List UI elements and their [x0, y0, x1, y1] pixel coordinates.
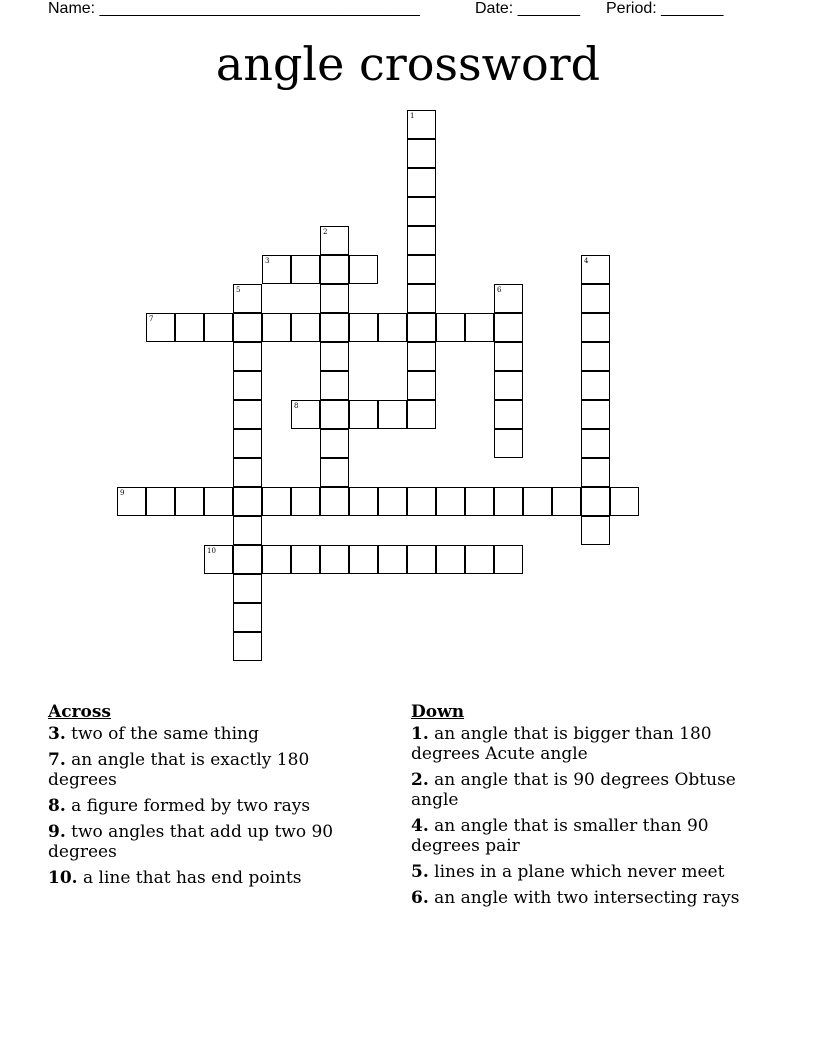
- cell-number: 8: [294, 402, 299, 410]
- clue-text: an angle that is 90 degrees Obtuse angle: [411, 770, 736, 810]
- clue-number: 3.: [48, 724, 66, 744]
- crossword-cell[interactable]: [291, 487, 320, 516]
- clue-text: two angles that add up two 90 degrees: [48, 822, 334, 862]
- crossword-cell[interactable]: [465, 545, 494, 574]
- crossword-cell[interactable]: [233, 574, 262, 603]
- crossword-cell[interactable]: [233, 632, 262, 661]
- crossword-cell[interactable]: [233, 545, 262, 574]
- crossword-cell[interactable]: [581, 516, 610, 545]
- crossword-cell[interactable]: [175, 313, 204, 342]
- clue-text: an angle that is smaller than 90 degrees pair: [411, 816, 709, 856]
- across-heading: Across: [48, 702, 111, 722]
- crossword-cell[interactable]: [349, 255, 378, 284]
- crossword-cell[interactable]: [494, 487, 523, 516]
- crossword-cell[interactable]: [262, 255, 291, 284]
- clue-number: 2.: [411, 770, 429, 790]
- crossword-cell[interactable]: [552, 487, 581, 516]
- clue-across-3: [48, 724, 378, 744]
- crossword-cell[interactable]: [320, 400, 349, 429]
- cell-number: 3: [265, 257, 270, 265]
- crossword-cell[interactable]: [233, 342, 262, 371]
- crossword-cell[interactable]: [378, 487, 407, 516]
- clue-down-1: [411, 724, 741, 764]
- clue-text: an angle that is bigger than 180 degrees Acute angle: [411, 724, 712, 764]
- crossword-cell[interactable]: [494, 313, 523, 342]
- crossword-cell[interactable]: [581, 313, 610, 342]
- clue-number: 4.: [411, 816, 429, 836]
- crossword-cell[interactable]: [407, 487, 436, 516]
- clue-down-4: [411, 816, 741, 856]
- clue-text: a line that has end points: [82, 868, 302, 888]
- crossword-cell[interactable]: [581, 342, 610, 371]
- crossword-cell[interactable]: [465, 487, 494, 516]
- crossword-cell[interactable]: [291, 545, 320, 574]
- crossword-cell[interactable]: [320, 284, 349, 313]
- crossword-cell[interactable]: [407, 197, 436, 226]
- crossword-cell[interactable]: [146, 313, 175, 342]
- clue-text: an angle that is exactly 180 degrees: [48, 750, 310, 790]
- crossword-cell[interactable]: [581, 255, 610, 284]
- crossword-cell[interactable]: [233, 371, 262, 400]
- crossword-cell[interactable]: [233, 284, 262, 313]
- page-title: angle crossword: [215, 37, 601, 91]
- crossword-cell[interactable]: [494, 429, 523, 458]
- clue-number: 7.: [48, 750, 66, 770]
- crossword-cell[interactable]: [204, 545, 233, 574]
- cell-number: 5: [236, 286, 241, 294]
- clue-text: lines in a plane which never meet: [434, 862, 725, 882]
- clue-across-10: [48, 868, 378, 888]
- clue-text: a figure formed by two rays: [71, 796, 311, 816]
- crossword-cell[interactable]: [117, 487, 146, 516]
- crossword-cell[interactable]: [407, 255, 436, 284]
- crossword-cell[interactable]: [581, 371, 610, 400]
- clue-number: 6.: [411, 888, 429, 908]
- crossword-cell[interactable]: [436, 545, 465, 574]
- clue-number: 9.: [48, 822, 66, 842]
- crossword-cell[interactable]: [233, 516, 262, 545]
- crossword-cell[interactable]: [291, 313, 320, 342]
- across-clues: [48, 702, 378, 894]
- crossword-cell[interactable]: [320, 545, 349, 574]
- crossword-cell[interactable]: [320, 429, 349, 458]
- crossword-cell[interactable]: [523, 487, 552, 516]
- crossword-cell[interactable]: [436, 487, 465, 516]
- crossword-cell[interactable]: [494, 371, 523, 400]
- crossword-cell[interactable]: [146, 487, 175, 516]
- date-field-label: Date: _______: [475, 0, 580, 17]
- crossword-cell[interactable]: [262, 313, 291, 342]
- crossword-cell[interactable]: [494, 545, 523, 574]
- crossword-cell[interactable]: [320, 371, 349, 400]
- crossword-cell[interactable]: [581, 284, 610, 313]
- crossword-cell[interactable]: [610, 487, 639, 516]
- clue-text: two of the same thing: [71, 724, 259, 744]
- crossword-cell[interactable]: [291, 255, 320, 284]
- crossword-cell[interactable]: [320, 487, 349, 516]
- clue-number: 1.: [411, 724, 429, 744]
- clue-across-9: [48, 822, 378, 862]
- crossword-cell[interactable]: [407, 139, 436, 168]
- crossword-cell[interactable]: [233, 458, 262, 487]
- down-clues: [411, 702, 741, 914]
- crossword-cell[interactable]: [175, 487, 204, 516]
- crossword-cell[interactable]: [204, 313, 233, 342]
- crossword-cell[interactable]: [291, 400, 320, 429]
- crossword-cell[interactable]: [494, 342, 523, 371]
- crossword-cell[interactable]: [378, 313, 407, 342]
- clue-down-2: [411, 770, 741, 810]
- crossword-cell[interactable]: [378, 400, 407, 429]
- crossword-cell[interactable]: [262, 545, 291, 574]
- crossword-cell[interactable]: [349, 487, 378, 516]
- crossword-cell[interactable]: [233, 603, 262, 632]
- name-field-label: Name: ____________________________________: [48, 0, 420, 17]
- clue-across-8: [48, 796, 378, 816]
- crossword-cell[interactable]: [407, 400, 436, 429]
- crossword-cell[interactable]: [349, 545, 378, 574]
- crossword-cell[interactable]: [581, 429, 610, 458]
- cell-number: 9: [120, 489, 125, 497]
- crossword-cell[interactable]: [581, 400, 610, 429]
- cell-number: 7: [149, 315, 154, 323]
- clue-text: an angle with two intersecting rays: [434, 888, 740, 908]
- crossword-cell[interactable]: [262, 487, 291, 516]
- crossword-cell[interactable]: [349, 400, 378, 429]
- crossword-cell[interactable]: [407, 284, 436, 313]
- crossword-cell[interactable]: [233, 400, 262, 429]
- cell-number: 6: [497, 286, 502, 294]
- down-heading: Down: [411, 702, 465, 722]
- period-field-label: Period: _______: [606, 0, 724, 17]
- cell-number: 10: [207, 547, 216, 555]
- crossword-cell[interactable]: [233, 313, 262, 342]
- crossword-cell[interactable]: [320, 458, 349, 487]
- crossword-cell[interactable]: [407, 226, 436, 255]
- crossword-cell[interactable]: [233, 429, 262, 458]
- crossword-cell[interactable]: [349, 313, 378, 342]
- crossword-cell[interactable]: [494, 400, 523, 429]
- crossword-cell[interactable]: [407, 168, 436, 197]
- crossword-cell[interactable]: [407, 342, 436, 371]
- crossword-cell[interactable]: [320, 313, 349, 342]
- clue-down-5: [411, 862, 741, 882]
- cell-number: 4: [584, 257, 589, 265]
- crossword-cell[interactable]: [407, 545, 436, 574]
- crossword-cell[interactable]: [465, 313, 494, 342]
- cell-number: 1: [410, 112, 415, 120]
- clue-number: 5.: [411, 862, 429, 882]
- clue-down-6: [411, 888, 741, 908]
- crossword-cell[interactable]: [320, 226, 349, 255]
- crossword-cell[interactable]: [494, 284, 523, 313]
- crossword-cell[interactable]: [407, 110, 436, 139]
- crossword-cell[interactable]: [407, 371, 436, 400]
- crossword-cell[interactable]: [320, 342, 349, 371]
- clue-across-7: [48, 750, 378, 790]
- clue-number: 8.: [48, 796, 66, 816]
- clue-number: 10.: [48, 868, 78, 888]
- cell-number: 2: [323, 228, 328, 236]
- crossword-cell[interactable]: [204, 487, 233, 516]
- crossword-cell[interactable]: [378, 545, 407, 574]
- crossword-cell[interactable]: [233, 487, 262, 516]
- crossword-cell[interactable]: [320, 255, 349, 284]
- crossword-cell[interactable]: [581, 487, 610, 516]
- crossword-cell[interactable]: [581, 458, 610, 487]
- crossword-cell[interactable]: [436, 313, 465, 342]
- crossword-cell[interactable]: [407, 313, 436, 342]
